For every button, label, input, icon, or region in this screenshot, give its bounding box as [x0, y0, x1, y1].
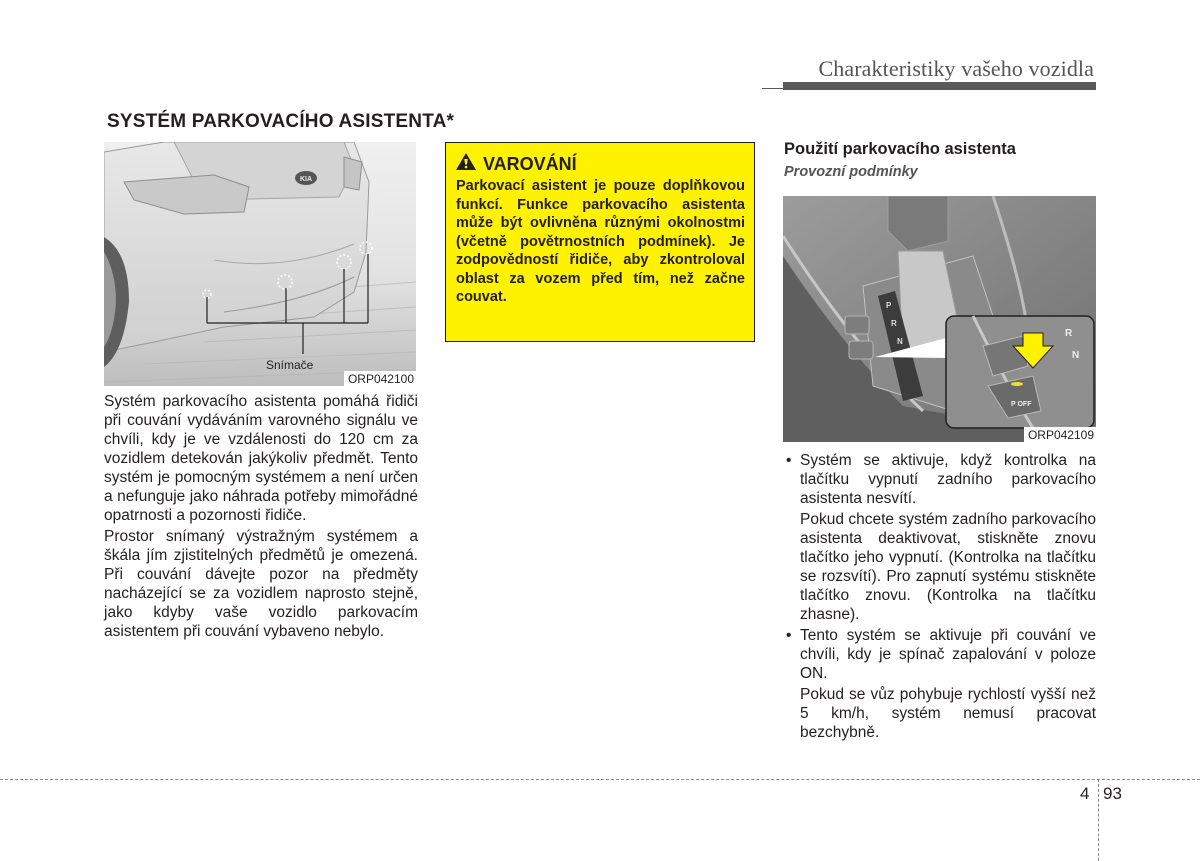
figure-code: ORP042100	[344, 371, 416, 386]
header-bar-thin	[762, 88, 784, 89]
warning-title	[456, 153, 745, 175]
chapter-number: 4	[1080, 784, 1090, 803]
svg-text:R: R	[1065, 328, 1073, 339]
operating-conditions-subheading: Provozní podmínky	[784, 164, 918, 180]
svg-text:P: P	[886, 301, 892, 310]
figure-gear-shifter	[783, 196, 1096, 442]
figure-rear-bumper-sensors	[104, 142, 416, 386]
warning-title-text: VAROVÁNÍ	[483, 153, 577, 174]
chapter-title: Charakteristiky vašeho vozidla	[818, 56, 1094, 81]
warning-triangle-icon	[456, 153, 476, 175]
section-title: SYSTÉM PARKOVACÍHO ASISTENTA*	[107, 111, 455, 132]
operating-conditions-text	[784, 451, 1096, 744]
bullet-continuation: Pokud se vůz pohybuje rychlostí vyšší než 5 km/h, systém nemusí pracovat bezchybně.	[800, 686, 1096, 741]
gear-shifter-illustration	[783, 196, 1096, 442]
warning-body: Parkovací asistent je pouze doplňkovou funkcí. Funkce parkovacího asistenta může být ovlivněna různými okolnostmi (včetně povětrnostních podmínek). Je zodpovědností řidiče, aby zkontroloval oblast za vozem před tím, než začne couvat.	[456, 178, 745, 305]
warning-box	[445, 142, 755, 342]
page-number: 93	[1103, 784, 1122, 803]
svg-text:R: R	[891, 319, 897, 328]
header-bar	[783, 82, 1096, 90]
bullet-item: • Systém se aktivuje, když kontrolka na tlačítku vypnutí zadního parkovacího asistenta nesvítí.	[784, 451, 1096, 508]
footer-divider	[0, 779, 1200, 780]
car-rear-illustration	[104, 142, 416, 386]
sensors-label: Snímače	[266, 358, 314, 372]
figure-code: ORP042109	[1024, 427, 1096, 442]
intro-text	[104, 392, 418, 643]
usage-heading: Použití parkovacího asistenta	[784, 140, 1016, 158]
paragraph: Systém parkovacího asistenta pomáhá řidiči při couvání vydáváním varovného signálu ve chvíli, kdy je ve vzdálenosti do 120 cm za vozidlem detekován jakýkoliv předmět. Tento systém je pomocným systémem a není určen a nefunguje jako náhrada potřeby mimořádné opatrnosti a pozornosti řidiče.	[104, 393, 418, 524]
bullet-continuation: Pokud chcete systém zadního parkovacího asistenta deaktivovat, stiskněte znovu tlačítko jeho vypnutí. (Kontrolka na tlačítku se rozsvítí). Pro zapnutí systému stiskněte tlačítko znovu. (Kontrolka na tlačítku zhasne).	[800, 511, 1096, 623]
paragraph: Prostor snímaný výstražným systémem a škála jím zjistitelných předmětů je omezená. Při couvání dávejte pozor na předměty nacházející se za vozidlem naprosto stejně, jako kdyby vaše vozidlo parkovacím asistentem při couvání vybaveno nebylo.	[104, 528, 418, 640]
footer-vertical-divider	[1098, 779, 1099, 861]
svg-text:N: N	[1072, 350, 1080, 361]
svg-text:N: N	[897, 337, 903, 346]
svg-text:P OFF: P OFF	[1011, 401, 1032, 408]
svg-text:KIA: KIA	[299, 176, 313, 183]
bullet-item: • Tento systém se aktivuje při couvání ve chvíli, kdy je spínač zapalování v poloze ON.	[784, 626, 1096, 683]
